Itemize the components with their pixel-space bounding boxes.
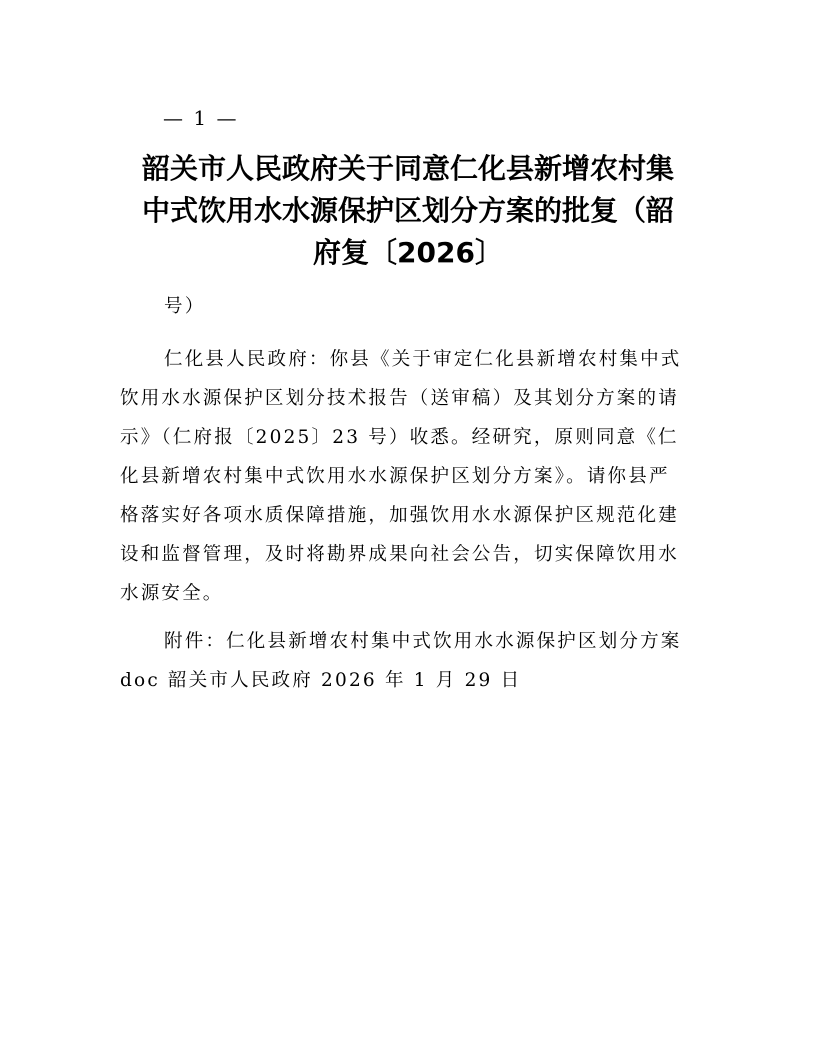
signature-date-line: doc 韶关市人民政府 2026 年 1 月 29 日 bbox=[120, 670, 522, 691]
title-line-1: 韶关市人民政府关于同意仁化县新增农村集 bbox=[141, 152, 674, 185]
body-line: 示》（仁府报〔2025〕23 号）收悉。经研究，原则同意《仁 bbox=[120, 427, 679, 448]
body-line: 设和监督管理，及时将勘界成果向社会公告，切实保障饮用水 bbox=[120, 544, 679, 565]
attachment-paragraph bbox=[120, 622, 698, 700]
attachment-line: 附件：仁化县新增农村集中式饮用水水源保护区划分方案 bbox=[164, 631, 682, 652]
body-line: 仁化县人民政府：你县《关于审定仁化县新增农村集中式 bbox=[164, 349, 682, 370]
body-paragraph bbox=[120, 340, 698, 613]
title-line-2: 中式饮用水水源保护区划分方案的批复（韶 bbox=[141, 194, 674, 227]
page-number: — 1 — bbox=[163, 106, 239, 130]
title-line-3: 府复〔2026〕 bbox=[313, 236, 503, 269]
body-line: 饮用水水源保护区划分技术报告（送审稿）及其划分方案的请 bbox=[120, 388, 679, 409]
title-continuation: 号） bbox=[164, 296, 206, 317]
body-line: 格落实好各项水质保障措施，加强饮用水水源保护区规范化建 bbox=[120, 505, 679, 526]
document-title bbox=[118, 148, 698, 274]
body-line: 化县新增农村集中式饮用水水源保护区划分方案》。请你县严 bbox=[120, 466, 670, 487]
body-line: 水源安全。 bbox=[120, 583, 224, 604]
